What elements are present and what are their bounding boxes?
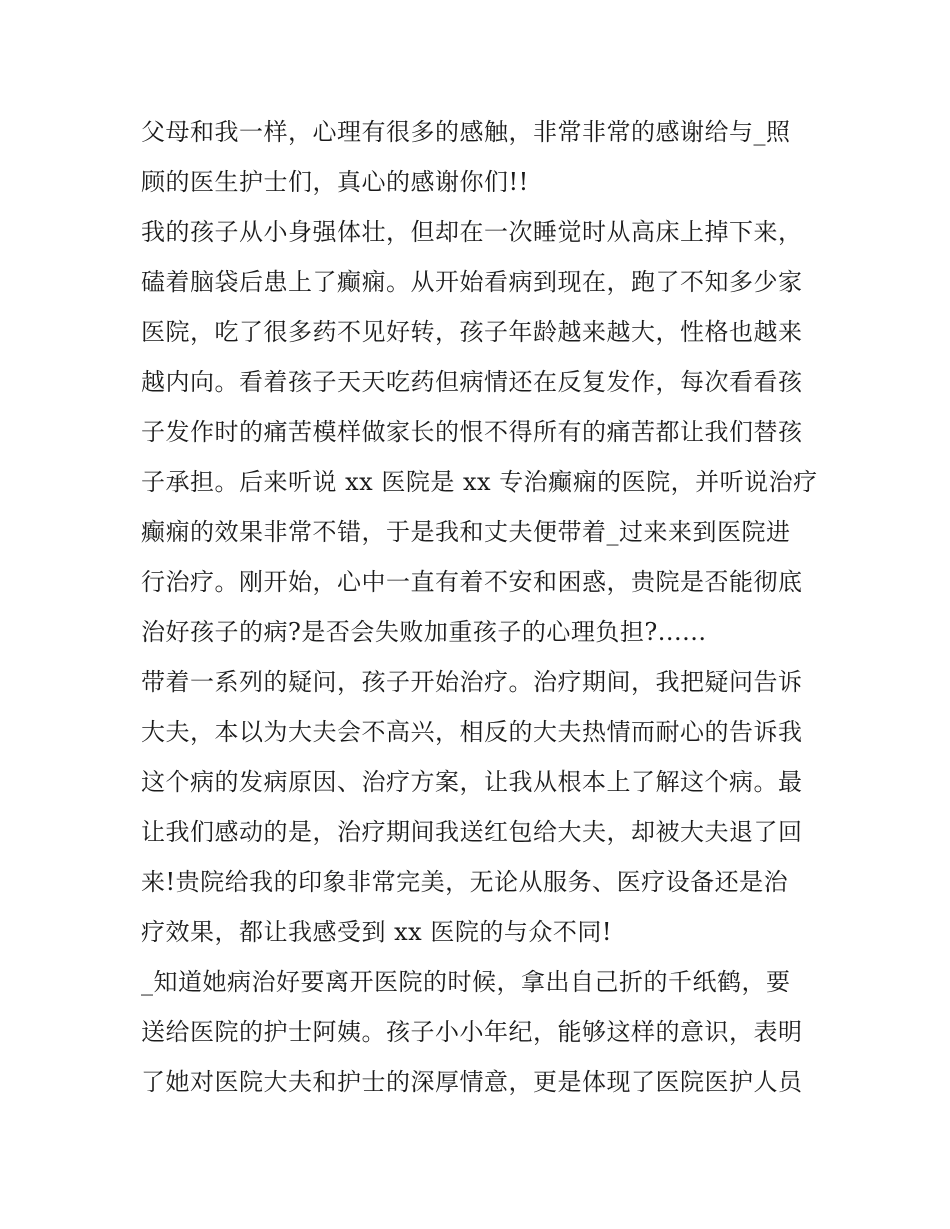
text-line-2: 顾的医生护士们，真心的感谢你们!! xyxy=(141,168,529,196)
text-line-16: 来!贵院给我的印象非常完美，无论从服务、医疗设备还是治 xyxy=(141,868,789,896)
text-line-7: 子发作时的痛苦模样做家长的恨不得所有的痛苦都让我们替孩 xyxy=(141,418,803,446)
text-line-8: 子承担。后来听说 xx 医院是 xx 专治癫痫的医院，并听说治疗 xyxy=(141,468,818,496)
text-line-9: 癫痫的效果非常不错，于是我和丈夫便带着_过来来到医院进 xyxy=(141,518,791,546)
text-line-6: 越内向。看着孩子天天吃药但病情还在反复发作，每次看看孩 xyxy=(141,368,803,396)
text-line-14: 这个病的发病原因、治疗方案，让我从根本上了解这个病。最 xyxy=(141,768,803,796)
text-line-13: 大夫，本以为大夫会不高兴，相反的大夫热情而耐心的告诉我 xyxy=(141,718,803,746)
text-line-3: 我的孩子从小身强体壮，但却在一次睡觉时从高床上掉下来， xyxy=(141,218,803,246)
text-line-17: 疗效果，都让我感受到 xx 医院的与众不同! xyxy=(141,918,612,946)
text-line-20: 了她对医院大夫和护士的深厚情意，更是体现了医院医护人员 xyxy=(141,1068,803,1096)
text-line-5: 医院，吃了很多药不见好转，孩子年龄越来越大，性格也越来 xyxy=(141,318,803,346)
text-line-10: 行治疗。刚开始，心中一直有着不安和困惑，贵院是否能彻底 xyxy=(141,568,803,596)
text-line-1: 父母和我一样，心理有很多的感触，非常非常的感谢给与_照 xyxy=(141,118,791,146)
text-line-15: 让我们感动的是，治疗期间我送红包给大夫，却被大夫退了回 xyxy=(141,818,803,846)
text-line-19: 送给医院的护士阿姨。孩子小小年纪，能够这样的意识，表明 xyxy=(141,1018,803,1046)
text-line-11: 治好孩子的病?是否会失败加重孩子的心理负担?...... xyxy=(141,618,707,646)
text-line-4: 磕着脑袋后患上了癫痫。从开始看病到现在，跑了不知多少家 xyxy=(141,268,803,296)
text-line-18: _知道她病治好要离开医院的时候，拿出自己折的千纸鹤，要 xyxy=(141,968,791,996)
body-text xyxy=(141,107,821,1107)
text-line-12: 带着一系列的疑问，孩子开始治疗。治疗期间，我把疑问告诉 xyxy=(141,668,803,696)
